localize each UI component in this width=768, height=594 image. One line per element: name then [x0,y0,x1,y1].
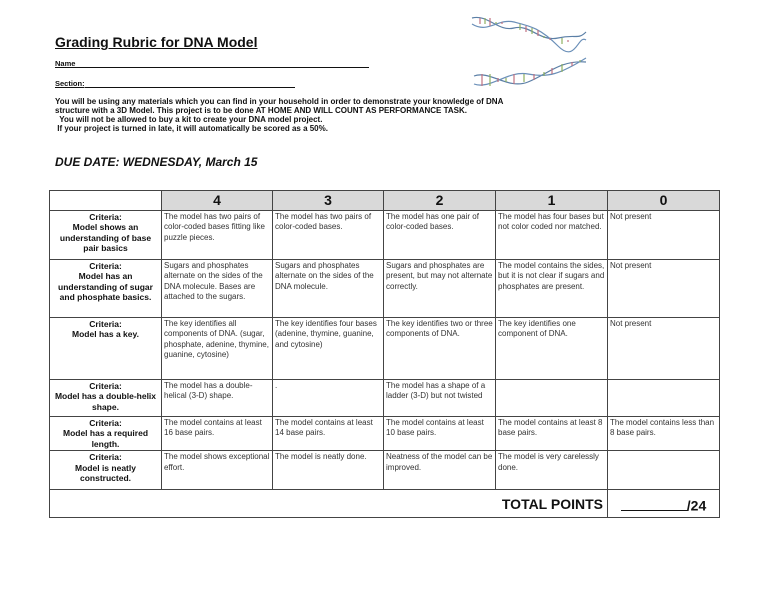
rubric-cell: Not present [608,211,720,260]
rubric-header-row [50,191,720,211]
rubric-cell: The model contains at least 16 base pairs. [162,417,273,451]
total-points-field[interactable] [608,490,720,518]
score-header: 0 [608,191,720,211]
instructions [55,97,615,133]
rubric-cell: Sugars and phosphates alternate on the sides of the DNA molecule. [273,260,384,318]
rubric-cell: The model contains the sides, but it is not clear if sugars and phosphates are present. [496,260,608,318]
rubric-cell: The model is neatly done. [273,451,384,490]
name-line [75,60,369,68]
name-label: Name [55,59,76,68]
rubric-cell: Sugars and phosphates are present, but may not alternate correctly. [384,260,496,318]
instruction-line: If your project is turned in late, it will automatically be scored as a 50%. [55,124,328,133]
rubric-cell: The key identifies one component of DNA. [496,318,608,380]
rubric-row [50,380,720,417]
rubric-cell: Neatness of the model can be improved. [384,451,496,490]
instruction-line: You will be using any materials which you can find in your household in order to demonstrate your knowledge of DNA [55,97,504,106]
rubric-row [50,211,720,260]
instruction-line: You will not be allowed to buy a kit to create your DNA model project. [55,115,323,124]
rubric-cell: The model contains at least 8 base pairs. [496,417,608,451]
rubric-cell: The key identifies two or three components of DNA. [384,318,496,380]
score-header: 2 [384,191,496,211]
rubric-cell: The model has a double-helical (3-D) shape. [162,380,273,417]
rubric-cell: The model has four bases but not color coded nor matched. [496,211,608,260]
criteria-cell: Criteria: Model shows an understanding of base pair basics [50,211,162,260]
section-line [85,80,295,88]
score-header: 3 [273,191,384,211]
rubric-cell: The model contains at least 10 base pairs. [384,417,496,451]
rubric-row [50,451,720,490]
rubric-cell [608,451,720,490]
rubric-cell: . [273,380,384,417]
total-row [50,490,720,518]
criteria-cell: Criteria: Model has a required length. [50,417,162,451]
criteria-cell: Criteria: Model has a double-helix shape. [50,380,162,417]
rubric-cell: The model shows exceptional effort. [162,451,273,490]
rubric-cell [496,380,608,417]
header-blank-cell [50,191,162,211]
rubric-row [50,260,720,318]
rubric-cell: The key identifies all components of DNA. (sugar, phosphate, adenine, thymine, guanine, cytosine) [162,318,273,380]
name-field[interactable] [55,59,369,68]
rubric-cell [608,380,720,417]
instruction-line: structure with a 3D Model. This project is to be done AT HOME AND WILL COUNT AS PERFORMANCE TASK. [55,106,468,115]
rubric-row [50,417,720,451]
total-points-suffix: /24 [686,497,707,514]
criteria-cell: Criteria: Model is neatly constructed. [50,451,162,490]
criteria-cell: Criteria: Model has a key. [50,318,162,380]
page-title: Grading Rubric for DNA Model [55,34,258,50]
dna-helix-illustration [468,12,588,92]
rubric-cell: The model has a shape of a ladder (3-D) but not twisted [384,380,496,417]
rubric-cell: Not present [608,318,720,380]
score-header: 1 [496,191,608,211]
section-field[interactable] [55,79,295,88]
rubric-cell: The key identifies four bases (adenine, thymine, guanine, and cytosine) [273,318,384,380]
rubric-row [50,318,720,380]
rubric-cell: Not present [608,260,720,318]
total-blank-line [621,497,687,511]
section-label: Section: [55,79,85,88]
rubric-cell: Sugars and phosphates alternate on the sides of the DNA molecule. Bases are attached to the sugars. [162,260,273,318]
rubric-cell: The model has two pairs of color-coded bases. [273,211,384,260]
rubric-cell: The model is very carelessly done. [496,451,608,490]
rubric-table [49,190,720,518]
criteria-cell: Criteria: Model has an understanding of sugar and phosphate basics. [50,260,162,318]
rubric-cell: The model has one pair of color-coded bases. [384,211,496,260]
total-points-label: TOTAL POINTS [50,490,608,518]
due-date: DUE DATE: WEDNESDAY, March 15 [55,155,258,169]
rubric-cell: The model contains at least 14 base pairs. [273,417,384,451]
score-header: 4 [162,191,273,211]
rubric-cell: The model contains less than 8 base pairs. [608,417,720,451]
rubric-cell: The model has two pairs of color-coded bases fitting like puzzle pieces. [162,211,273,260]
